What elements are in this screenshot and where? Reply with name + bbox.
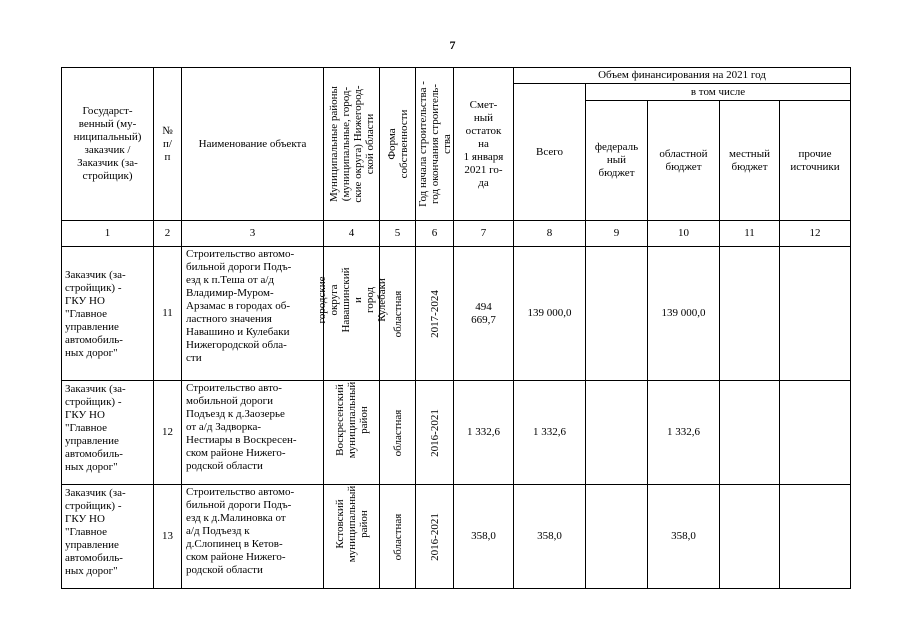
column-number: 3 [182,221,324,247]
header-regional: областной бюджет [648,101,720,221]
page-number: 7 [449,38,456,52]
column-number: 8 [514,221,586,247]
row-number: 12 [154,381,182,485]
column-numbers-row [62,221,851,247]
header-customer: Государст- венный (му- ниципальный) заказчик / Заказчик (за- стройщик) [62,68,154,221]
column-number: 12 [780,221,851,247]
ownership-cell: областная [380,247,416,381]
regional-cell: 139 000,0 [648,247,720,381]
column-number: 6 [416,221,454,247]
column-number: 11 [720,221,780,247]
total-cell: 358,0 [514,485,586,589]
column-number: 2 [154,221,182,247]
column-number: 7 [454,221,514,247]
header-number: № п/ п [154,68,182,221]
header-local: местный бюджет [720,101,780,221]
district-cell: городские округа Навашинский и город Кулебаки [324,247,380,381]
estimate-cell: 1 332,6 [454,381,514,485]
years-cell: 2017-2024 [416,247,454,381]
total-cell: 139 000,0 [514,247,586,381]
total-cell: 1 332,6 [514,381,586,485]
column-number: 4 [324,221,380,247]
estimate-cell: 358,0 [454,485,514,589]
federal-cell [586,247,648,381]
row-number: 11 [154,247,182,381]
other-cell [780,485,851,589]
header-including: в том числе [586,84,851,101]
regional-cell: 1 332,6 [648,381,720,485]
header-years: Год начала строительства - год окончания строитель- ства [416,68,454,221]
table-row [62,381,851,485]
district-cell: Кстовский муниципальный район [324,485,380,589]
object-name-cell: Строительство автомо- бильной дороги Подъ- езд к д.Малиновка от а/д Подъезд к д.Слопинец в Кетов- ском районе Нижего- родской области [182,485,324,589]
other-cell [780,247,851,381]
regional-cell: 358,0 [648,485,720,589]
header-estimate-balance: Смет- ный остаток на 1 января 2021 го- да [454,68,514,221]
header-other: прочие источники [780,101,851,221]
table-row [62,247,851,381]
years-cell: 2016-2021 [416,485,454,589]
customer-cell: Заказчик (за- стройщик) - ГКУ НО "Главное управление автомобиль- ных дорог" [62,247,154,381]
customer-cell: Заказчик (за- стройщик) - ГКУ НО "Главное управление автомобиль- ных дорог" [62,485,154,589]
column-number: 5 [380,221,416,247]
years-cell: 2016-2021 [416,381,454,485]
estimate-cell: 494 669,7 [454,247,514,381]
object-name-cell: Строительство автомо- бильной дороги Подъ- езд к п.Теша от а/д Владимир-Муром- Арзамас в городах об- ластного значения Навашино и Кулебаки Нижегородской обла- сти [182,247,324,381]
ownership-cell: областная [380,485,416,589]
header-total: Всего [514,84,586,221]
financing-table [61,67,851,589]
column-number: 1 [62,221,154,247]
federal-cell [586,485,648,589]
district-cell: Воскресенский муниципальный район [324,381,380,485]
local-cell [720,381,780,485]
header-financing: Объем финансирования на 2021 год [514,68,851,84]
row-number: 13 [154,485,182,589]
table-row [62,485,851,589]
header-object-name: Наименование объекта [182,68,324,221]
object-name-cell: Строительство авто- мобильной дороги Подъезд к д.Заозерье от а/д Задворка- Нестиары в Воскресен- ском районе Нижего- родской области [182,381,324,485]
column-number: 9 [586,221,648,247]
header-ownership: Форма собственности [380,68,416,221]
header-federal: федераль ный бюджет [586,101,648,221]
header-district: Муниципальные районы (муниципальные, город- ские округа) Нижегород- ской области [324,68,380,221]
local-cell [720,485,780,589]
ownership-cell: областная [380,381,416,485]
other-cell [780,381,851,485]
column-number: 10 [648,221,720,247]
customer-cell: Заказчик (за- стройщик) - ГКУ НО "Главное управление автомобиль- ных дорог" [62,381,154,485]
local-cell [720,247,780,381]
federal-cell [586,381,648,485]
